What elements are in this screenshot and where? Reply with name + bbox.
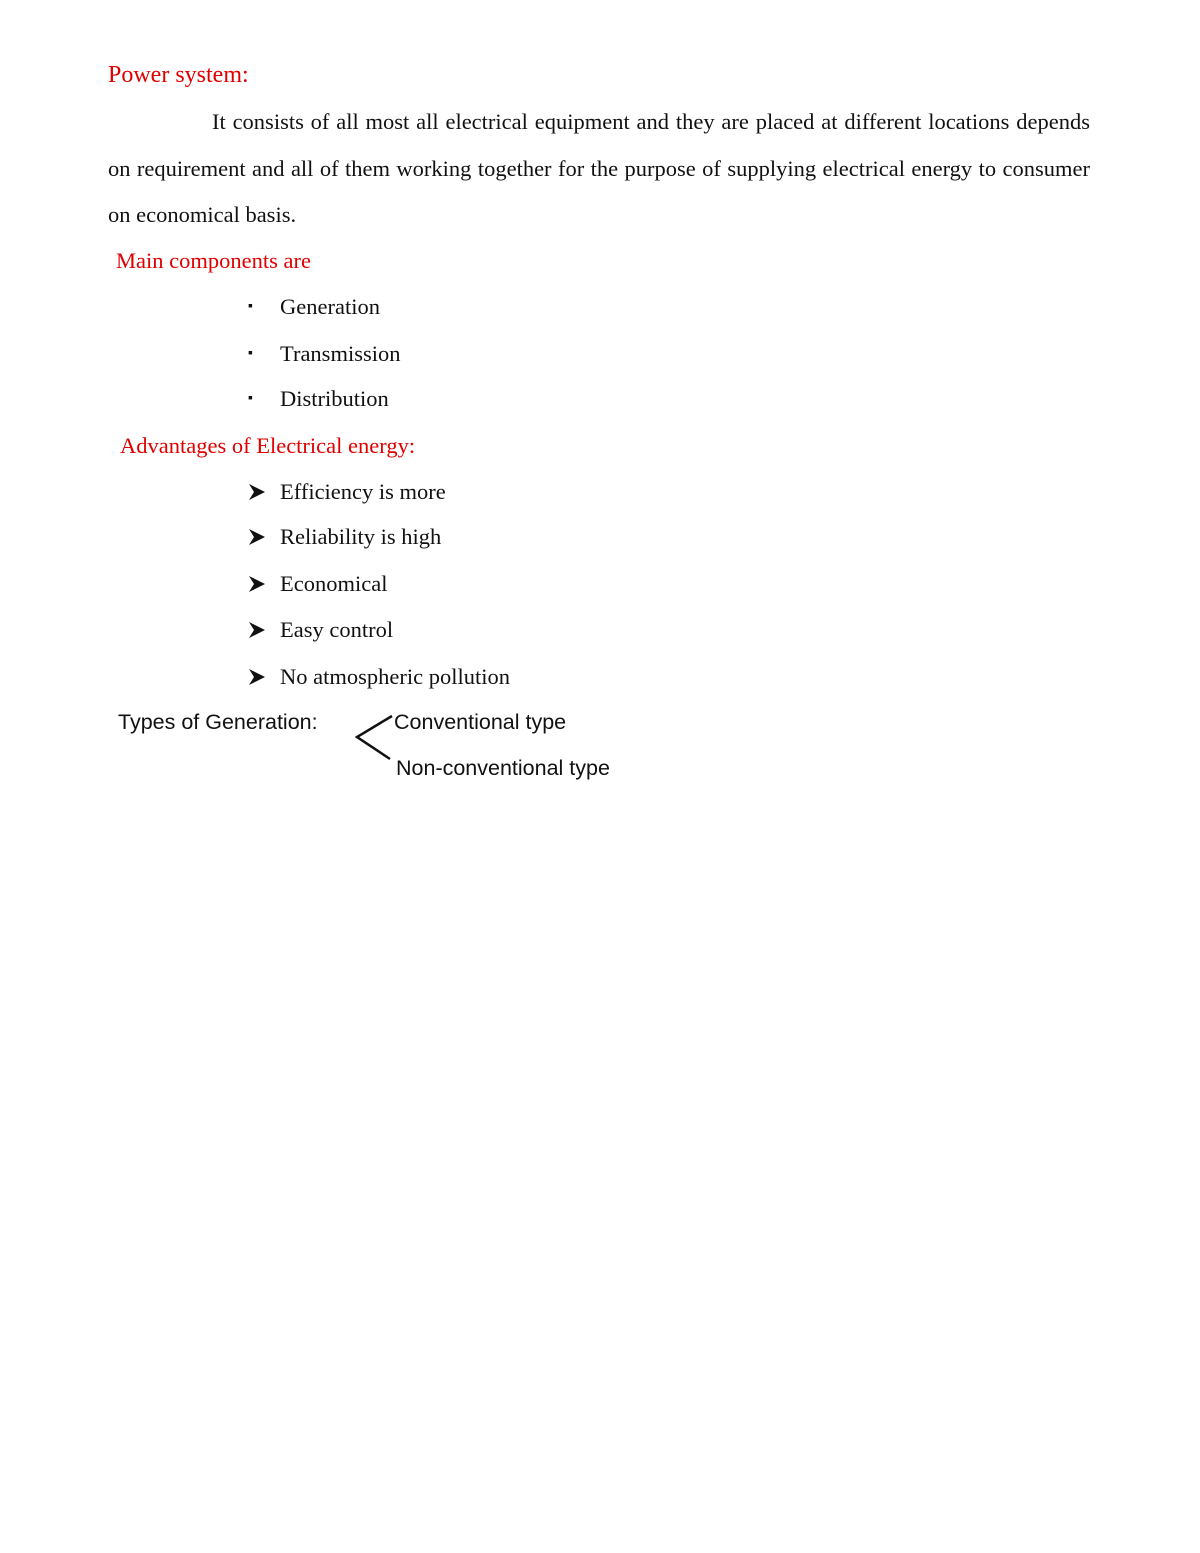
list-item: Easy control	[248, 616, 393, 644]
list-item: ▪ Generation	[248, 294, 380, 319]
type-non-conventional: Non-conventional type	[396, 756, 610, 780]
square-bullet-icon: ▪	[248, 298, 253, 314]
page-title: Power system:	[108, 62, 249, 88]
list-item: Economical	[248, 570, 387, 598]
advantages-heading: Advantages of Electrical energy:	[120, 433, 416, 458]
arrowhead-bullet-icon	[248, 528, 280, 546]
arrowhead-bullet-icon	[248, 483, 280, 501]
arrowhead-bullet-icon	[248, 621, 280, 639]
list-item: Efficiency is more	[248, 478, 446, 506]
arrowhead-bullet-icon	[248, 668, 280, 686]
intro-paragraph: It consists of all most all electrical equipment and they are placed at different locations depends on requirement and all of them working together for the purpose of supplying electrical energy to consumer on economical basis.	[108, 109, 1090, 227]
list-item: No atmospheric pollution	[248, 663, 510, 691]
list-item: ▪ Distribution	[248, 386, 389, 411]
arrowhead-bullet-icon	[248, 575, 280, 593]
square-bullet-icon: ▪	[248, 390, 253, 406]
list-item: Reliability is high	[248, 523, 441, 551]
type-conventional: Conventional type	[394, 710, 567, 734]
square-bullet-icon: ▪	[248, 345, 253, 361]
types-label: Types of Generation:	[118, 710, 318, 734]
branch-bracket-icon	[352, 713, 396, 763]
components-heading: Main components are	[116, 248, 311, 273]
list-item: ▪ Transmission	[248, 341, 401, 366]
